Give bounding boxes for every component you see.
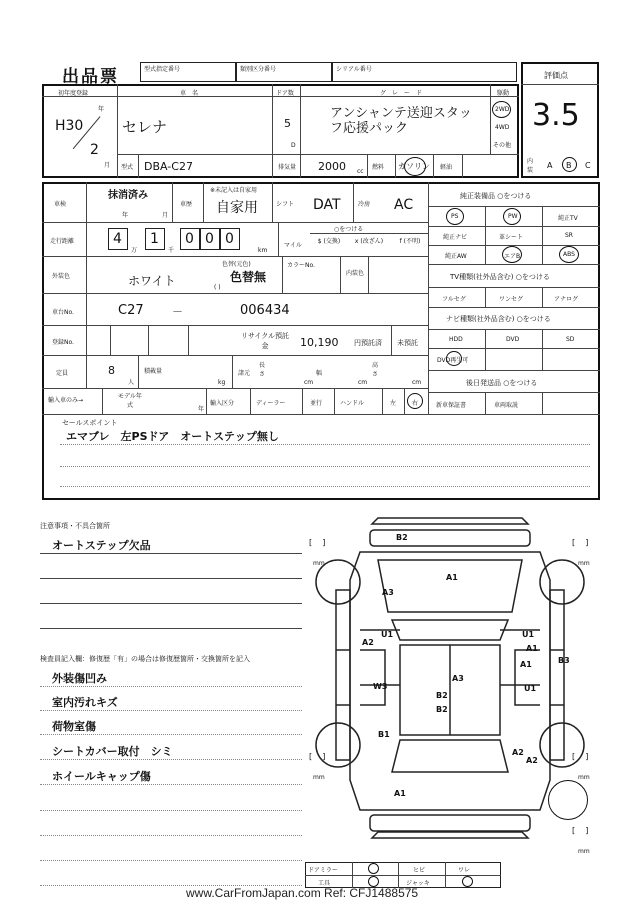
car-name: セレナ [122, 118, 168, 136]
handle-label: ハンドル [340, 400, 365, 407]
doors-label: ドア数 [276, 90, 294, 97]
mileage-digit-4-text: 0 [205, 231, 214, 247]
mm-spare: mm [578, 848, 590, 855]
jack-circle [462, 876, 473, 887]
handle-right: 右 [412, 400, 419, 407]
mileage-man: 万 [131, 247, 138, 254]
equipment-header: 純正装備品 ○をつける [460, 192, 532, 200]
equip-airbag: エアB [504, 253, 521, 260]
doors-suffix: D [291, 142, 296, 149]
equip-pw: PW [508, 213, 518, 220]
inner-color-label: 内装色 [346, 270, 365, 277]
tv-fullseg: フルセグ [442, 296, 466, 303]
inspection-label: 車検 [54, 201, 67, 208]
tv-header: TV種類(社外品含む) ○をつける [450, 273, 550, 281]
caution-label: 注意事項・不具合箇所 [40, 522, 110, 530]
interior-a: A [547, 161, 553, 170]
color-change-label: 色替(元色) [222, 261, 251, 268]
type-number-label: 型式指定番号 [144, 66, 181, 73]
mile-option-exchange: $ (交換) [317, 238, 341, 245]
shift-value: DAT [313, 197, 341, 213]
interior-b-circle [562, 157, 577, 172]
equip-abs: ABS [563, 251, 575, 258]
equip-navi: 純正ナビ [443, 234, 468, 241]
drive-other: その他 [493, 142, 512, 149]
damage-mark: B3 [558, 656, 570, 665]
inspector-item-1: 外装傷凹み [52, 672, 107, 685]
recycle-status-2: 未預託 [397, 339, 418, 347]
watermark: www.CarFromJapan.com Ref: CFJ1488575 [186, 886, 419, 900]
capacity-value: 8 [108, 364, 115, 377]
ac-value: AC [394, 197, 414, 213]
mm-front-right: mm [578, 560, 590, 567]
jack-label: ジャッキ [406, 880, 430, 887]
sales-points-text: エマブレ 左PSドア オートステップ無し [66, 430, 279, 443]
damage-mark: W3 [373, 682, 388, 691]
first-reg-label: 初年度登録 [58, 90, 89, 97]
color-change-value: 色替無 [230, 270, 267, 284]
equip-abs-circle [559, 246, 579, 263]
ac-label: 冷房 [358, 201, 371, 208]
load-kg: kg [218, 379, 226, 386]
equip-airbag-circle [502, 246, 522, 263]
height-cm: cm [412, 379, 422, 386]
class-number-label: 類別区分番号 [240, 66, 277, 73]
interior-b: B [566, 161, 572, 170]
history-value: 自家用 [216, 200, 258, 216]
damage-mark: A2 [362, 638, 374, 647]
damage-mark: B2 [436, 705, 448, 714]
chassis-prefix: C27 [118, 303, 144, 318]
fuel-circle [404, 157, 426, 176]
tv-oneseg: ワンセグ [499, 296, 524, 303]
damage-mark: A2 [526, 756, 538, 765]
width-cm: cm [358, 379, 368, 386]
inspection-year-label: 年 [122, 212, 129, 219]
handle-left: 左 [390, 400, 397, 407]
damage-mark: A2 [512, 748, 524, 757]
equip-leather: 革シート [499, 234, 524, 241]
damage-mark: B1 [378, 730, 390, 739]
damage-mark: U1 [524, 684, 537, 693]
inspector-item-4: シートカバー取付 シミ [52, 745, 173, 758]
mileage-digit-1-text: 4 [113, 231, 122, 247]
equip-ps: PS [451, 213, 459, 220]
mm-front-left-bracket: [ ] [309, 538, 326, 547]
drive-2wd: 2WD [495, 106, 510, 113]
tv-analog: アナログ [554, 296, 579, 303]
load-label: 積載量 [144, 368, 163, 375]
model-year-unit: 年 [198, 406, 205, 413]
inspection-value: 抹消済み [108, 190, 148, 201]
capacity-label: 定員 [56, 370, 69, 377]
equip-aw: 純正AW [445, 253, 467, 260]
sheet-title: 出品票 [62, 67, 119, 87]
damage-mark: U1 [381, 630, 394, 639]
interior-label: 内装 [527, 158, 534, 174]
length-cm: cm [304, 379, 314, 386]
score-label: 評価点 [544, 71, 568, 80]
mileage-label: 走行距離 [50, 238, 75, 245]
break-label: ワレ [458, 867, 471, 874]
first-reg-month: 2 [90, 142, 99, 158]
equip-pw-circle [503, 208, 521, 225]
damage-mark: A1 [394, 789, 406, 798]
equip-sr: SR [565, 232, 573, 239]
width-label: 幅 [316, 370, 323, 377]
height-label: 高さ [372, 362, 379, 378]
mm-front-left: mm [313, 560, 325, 567]
chassis-number: 006434 [240, 303, 290, 318]
mile-option-tamper: x (改ざん) [354, 238, 384, 245]
cc-unit: cc [357, 168, 364, 175]
first-reg-year-label: 年 [98, 106, 105, 113]
door-mirror-circle [368, 863, 379, 874]
later-manual: 車両取説 [494, 402, 519, 409]
navi-sd: SD [566, 336, 575, 343]
sales-points-label: セールスポイント [62, 419, 118, 427]
mm-rear-right-bracket: [ ] [572, 752, 589, 761]
inspector-label: 検査員記入欄：修復歴「有」の場合は修復歴箇所・交換箇所を記入 [40, 655, 250, 663]
reg-label: 登録No. [52, 339, 74, 346]
recycle-value: 10,190 [300, 336, 339, 349]
grade-label: グ レ ー ド [380, 90, 423, 97]
history-label: 車歴 [180, 201, 193, 208]
car-name-label: 車 名 [180, 90, 199, 97]
length-label: 長さ [259, 362, 266, 378]
dims-label: 諸元 [238, 370, 251, 377]
drive-2wd-circle [492, 101, 511, 118]
color-label: 外装色 [52, 273, 71, 280]
recycle-status: 円預託済 [354, 339, 382, 347]
mileage-digit-2-text: 1 [150, 231, 159, 247]
first-reg-era: H30 [55, 118, 84, 134]
mileage-sen: 千 [168, 247, 175, 254]
model-year-label: モデル年式 [118, 393, 142, 409]
equip-tv: 純正TV [558, 215, 578, 222]
mileage-km: km [258, 247, 268, 254]
mile-choice-header: ○をつける [334, 226, 364, 233]
navi-header: ナビ種類(社外品含む) ○をつける [446, 315, 551, 323]
dvd-playback: DVD再生可 [437, 357, 469, 364]
history-note: ※未記入は自家用 [210, 187, 258, 194]
grade-value: アンシャンテ送迎スタッフ応援パック [330, 106, 472, 136]
handle-right-circle [407, 393, 423, 409]
inspector-item-5: ホイールキャップ傷 [52, 770, 151, 783]
navi-dvd: DVD [506, 336, 520, 343]
mile-label: マイル [284, 242, 302, 249]
import-class-label: 輸入区分 [210, 400, 235, 407]
interior-c: C [585, 161, 591, 170]
drive-label: 駆動 [497, 90, 510, 97]
color-paren: ( ) [214, 284, 221, 291]
mm-rear-left: mm [313, 774, 325, 781]
damage-mark: B2 [396, 533, 408, 542]
import-label: 輸入車のみ→ [48, 397, 84, 404]
mm-rear-right: mm [578, 774, 590, 781]
equip-ps-circle [446, 208, 464, 225]
mm-spare-bracket: [ ] [572, 826, 589, 835]
damage-mark: A1 [526, 644, 538, 653]
serial-number-label: シリアル番号 [336, 66, 372, 73]
later-header: 後日発送品 ○をつける [466, 379, 538, 387]
spare-tire [548, 780, 588, 820]
dvd-playback-circle [446, 351, 462, 366]
chassis-dash: － [172, 305, 183, 318]
oil-label: 軽油 [440, 164, 453, 171]
dealer-label: ディーラー [256, 400, 286, 407]
color-value: ホワイト [128, 274, 176, 288]
fuel-value: ガソリン [398, 162, 430, 171]
cc-value: 2000 [318, 160, 346, 173]
fuel-label: 燃料 [372, 164, 385, 171]
damage-mark: U1 [522, 630, 535, 639]
drive-4wd: 4WD [495, 124, 510, 131]
damage-mark: A3 [452, 674, 464, 683]
parallel-label: 並行 [310, 400, 323, 407]
damage-mark: A1 [520, 660, 532, 669]
tool-label: 工具 [318, 880, 331, 887]
doors-value: 5 [284, 117, 291, 130]
damage-mark: B2 [436, 691, 448, 700]
navi-hdd: HDD [449, 336, 463, 343]
mile-option-unknown: f (不明) [399, 238, 421, 245]
recycle-label: リサイクル預託金 [240, 332, 290, 350]
model-label: 型式 [121, 164, 134, 171]
shift-label: シフト [276, 201, 295, 208]
mm-rear-left-bracket: [ ] [309, 752, 326, 761]
model-value: DBA-C27 [144, 160, 193, 173]
inspector-item-2: 室内汚れキズ [52, 696, 118, 709]
caution-item-1: オートステップ欠品 [52, 539, 151, 552]
score-value: 3.5 [532, 98, 580, 133]
mileage-digit-3-text: 0 [185, 231, 194, 247]
door-mirror-label: ドアミラー [308, 867, 338, 874]
capacity-unit: 人 [128, 379, 135, 386]
later-warranty: 新車保証書 [436, 402, 467, 409]
cc-label: 排気量 [278, 164, 297, 171]
damage-mark: A1 [446, 573, 458, 582]
mileage-digit-5-text: 0 [225, 231, 234, 247]
damage-mark: A3 [382, 588, 394, 597]
crack-label: ヒビ [413, 867, 426, 874]
first-reg-month-label: 月 [104, 162, 111, 169]
chassis-label: 車台No. [52, 309, 74, 316]
color-no-label: カラーNo. [287, 262, 315, 269]
inspector-item-3: 荷物室傷 [52, 720, 96, 733]
inspection-month-label: 月 [162, 212, 169, 219]
mm-front-right-bracket: [ ] [572, 538, 589, 547]
